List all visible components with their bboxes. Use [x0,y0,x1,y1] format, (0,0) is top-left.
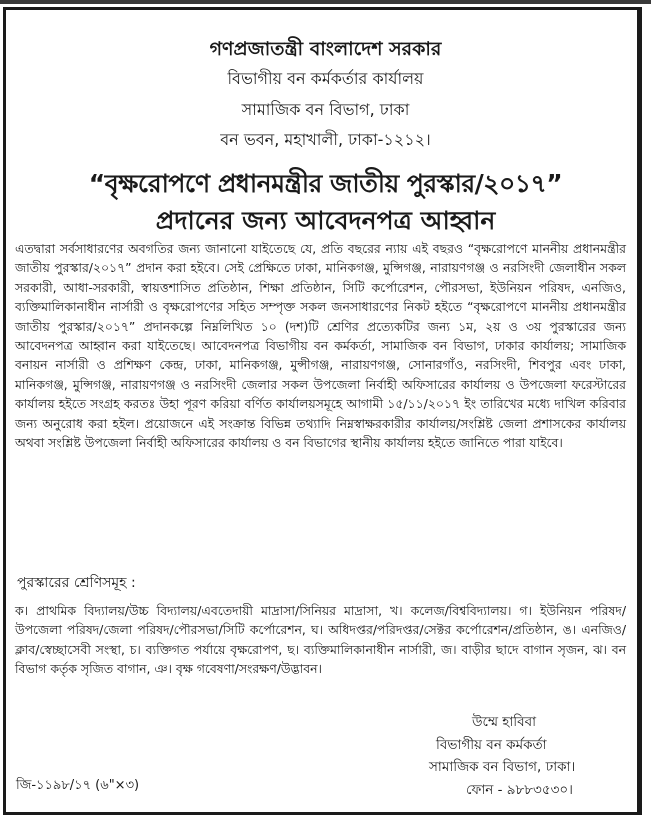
office-name: বিভাগীয় বন কর্মকর্তার কার্যালয় [227,69,424,88]
notice-body-paragraph: এতদ্বারা সর্বসাধারণের অবগতির জন্য জানানো যাইতেছে যে, প্রতি বছরের ন্যায় এই বছরও “বৃক্ষরোপণে মাননীয় প্রধানমন্ত্রীর জাতীয় পুরস্কার/২০১৭” প্রদান করা হইবে। সেই প্রেক্ষিতে ঢাকা, মানিকগঞ্জ, মুন্সিগঞ্জ, নারায়ণগঞ্জ ও নরসিংদী জেলাধীন সকল সরকারী, আধা-সরকারী, স্বায়ত্তশাসিত প্রতিষ্ঠান, শিক্ষা প্রতিষ্ঠান, সিটি কর্পোরেশন, পৌরসভা, ইউনিয়ন পরিষদ, এনজিও, ব্যক্তিমালিকানাধীন নার্সারী ও বৃক্ষরোপণের সহিত সম্পৃক্ত সকল জনসাধারণের নিকট হইতে “বৃক্ষরোপণে মাননীয় প্রধানমন্ত্রীর জাতীয় পুরস্কার/২০১৭” প্রদানকল্পে নিম্নলিখিত ১০ (দশ)টি শ্রেণির প্রত্যেকটির জন্য ১ম, ২য় ও ৩য় পুরস্কারের জন্য আবেদনপত্র আহ্বান করা যাইতেছে। আবেদনপত্র বিভাগীয় বন কর্মকর্তা, সামাজিক বন বিভাগ, ঢাকার কার্যালয়; সামাজিক বনায়ন নার্সারী ও প্রশিক্ষণ কেন্দ্র, ঢাকা, মানিকগঞ্জ, মুন্সীগঞ্জ, নারায়ণগঞ্জ, সোনারগাঁও, নরসিংদী, শিবপুর এবং ঢাকা, মানিকগঞ্জ, মুন্সিগঞ্জ, নারায়ণগঞ্জ ও নরসিংদী জেলার সকল উপজেলা নির্বাহী অফিসারের কার্যালয় ও উপজেলা ফরেস্টারের কার্যালয় হইতে সংগ্রহ করতঃ উহা পূরণ করিয়া বর্ণিত কার্যালয়সমূহে আগামী ১৫/১১/২০১৭ ইং তারিখের মধ্যে দাখিল করিবার জন্য অনুরোধ করা হইল। প্রয়োজনে এই সংক্রান্ত বিভিন্ন তথ্যাদি নিম্নস্বাক্ষরকারীর কার্যালয়/সংশ্লিষ্ট জেলা প্রশাসকের কার্যালয় অথবা সংশ্লিষ্ট উপজেলা নির্বাহী অফিসারের কার্যালয় ও বন বিভাগের স্থানীয় কার্যালয় হইতে জানিতে পারা যাইবে। [15,241,626,451]
scan-edge [0,0,651,4]
award-categories-heading: পুরস্কারের শ্রেণিসমূহ : [17,575,136,591]
government-name: গণপ্রজাতন্ত্রী বাংলাদেশ সরকার [209,38,442,60]
signatory-designation: বিভাগীয় বন কর্মকর্তা [436,736,547,753]
signatory-name: উম্মে হাবিবা [472,714,537,730]
signature-block [414,711,624,801]
signatory-division: সামাজিক বন বিভাগ, ঢাকা। [429,759,576,775]
award-categories-list: ক। প্রাথমিক বিদ্যালয়/উচ্চ বিদ্যালয়/এবতেদায়ী মাদ্রাসা/সিনিয়র মাদ্রাসা, খ। কলেজ/বিশ্ববিদ্যালয়। গ। ইউনিয়ন পরিষদ/উপজেলা পরিষদ/জেলা পরিষদ/পৌরসভা/সিটি কর্পোরেশন, ঘ। অধিদপ্তর/পরিদপ্তর/সেক্টর কর্পোরেশন/প্রতিষ্ঠান, ঙ। এনজিও/ক্লাব/স্বেচ্ছাসেবী সংস্থা, চ। ব্যক্তিগত পর্যায়ে বৃক্ষরোপণ, ছ। ব্যক্তিমালিকানাধীন নার্সারী, জ। বাড়ীর ছাদে বাগান সৃজন, ঝ। বন বিভাগ কর্তৃক সৃজিত বাগান, ঞ। বৃক্ষ গবেষণা/সংরক্ষণ/উদ্ভাবন। [15,603,626,677]
notice-title-line-2: প্রদানের জন্য আবেদনপত্র আহ্বান [155,206,496,235]
notice-title-line-1: “বৃক্ষরোপণে প্রধানমন্ত্রীর জাতীয় পুরস্কার/২০১৭” [88,169,563,198]
division-name: সামাজিক বন বিভাগ, ঢাকা [241,100,410,119]
signatory-phone: ফোন - ৯৮৮৩৫৩০। [466,781,573,798]
office-address: বন ভবন, মহাখালী, ঢাকা-১২১২। [220,130,431,149]
advertisement-reference: জি-১১৯৮/১৭ (৬"×৩) [16,778,140,793]
